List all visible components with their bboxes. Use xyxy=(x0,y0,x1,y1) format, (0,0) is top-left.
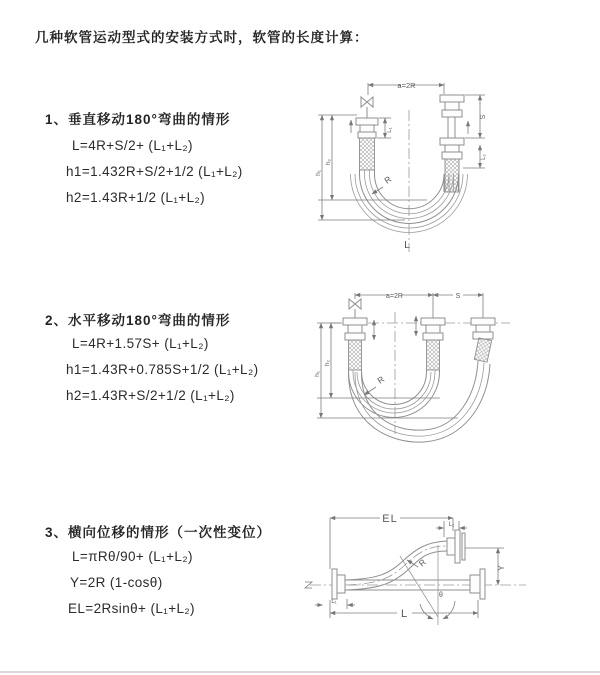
dim-label-a2r: a=2R xyxy=(386,293,403,300)
dimension-a2r-s xyxy=(355,293,483,318)
dim-label-theta: θ xyxy=(439,592,443,599)
dimension-l1 xyxy=(377,118,393,138)
formula-line: L=4R+1.57S+ (L₁+L₂) xyxy=(72,336,209,351)
formula-line: L=πRθ/90+ (L₁+L₂) xyxy=(72,549,193,564)
dim-label-l1: L₁ xyxy=(331,599,337,605)
dim-label-radius: R xyxy=(375,373,387,386)
dim-label-a2r: a=2R xyxy=(397,81,416,90)
dim-label-l: L xyxy=(400,608,408,620)
left-pipe-fitting xyxy=(356,118,378,170)
dim-label-h2: h₂ xyxy=(325,158,332,166)
dim-label-el: EL xyxy=(382,513,398,525)
formula-line: EL=2Rsinθ+ (L₁+L₂) xyxy=(68,601,195,616)
section-2-heading: 2、水平移动180°弯曲的情形 xyxy=(45,313,231,328)
dim-label-l2: L₂ xyxy=(448,522,455,528)
formula-line: h2=1.43R+S/2+1/2 (L₁+L₂) xyxy=(66,388,235,403)
dim-label-y: Y xyxy=(497,565,506,571)
dimension-l1 xyxy=(315,599,355,609)
diagram-horizontal-bend xyxy=(312,282,528,460)
dim-label-h2: h₂ xyxy=(324,359,331,367)
braided-hose xyxy=(349,340,362,370)
displaced-flange xyxy=(447,530,465,563)
dim-label-radius: R xyxy=(416,556,428,569)
radius-callout xyxy=(372,174,393,194)
dim-label-s: S xyxy=(455,293,461,300)
formula-line: h1=1.432R+S/2+1/2 (L₁+L₂) xyxy=(66,164,243,179)
dim-label-h1: h₁ xyxy=(314,371,321,377)
scan-edge-line xyxy=(0,671,600,673)
radius-callout xyxy=(407,557,428,569)
diagram-vertical-bend xyxy=(313,70,525,262)
diagram-lateral-displacement xyxy=(300,497,550,655)
left-flange xyxy=(332,569,345,599)
left-pipe-fitting xyxy=(343,318,367,370)
hose-swept-position xyxy=(348,361,490,442)
right-pipe-fitting xyxy=(471,318,495,362)
formula-line: h2=1.43R+1/2 (L₁+L₂) xyxy=(66,190,206,205)
hose-u-bend xyxy=(349,370,440,418)
dim-label-length: L xyxy=(404,239,410,251)
valve-icon xyxy=(349,299,361,318)
braided-hose xyxy=(360,138,375,170)
formula-line: h1=1.43R+0.785S+1/2 (L₁+L₂) xyxy=(66,362,259,377)
dim-label-h1: h₁ xyxy=(315,170,322,176)
braided-hose xyxy=(427,340,440,370)
dimension-a2r xyxy=(368,81,444,95)
braided-hose xyxy=(474,338,491,362)
dimension-s-l2 xyxy=(463,95,487,168)
section-3-heading: 3、横向位移的情形（一次性变位） xyxy=(45,525,272,540)
dim-label-radius: R xyxy=(382,173,394,186)
formula-line: Y=2R (1-cosθ) xyxy=(70,575,163,590)
dimension-l xyxy=(330,600,478,620)
formula-line: L=4R+S/2+ (L₁+L₂) xyxy=(72,138,193,153)
middle-pipe-fitting xyxy=(421,318,445,370)
valve-icon xyxy=(361,97,373,118)
dim-label-s: S xyxy=(480,114,487,120)
dim-label-l2: L₂ xyxy=(481,154,487,160)
dim-label-l1: L₁ xyxy=(387,127,393,133)
page-title: 几种软管运动型式的安装方式时，软管的长度计算： xyxy=(35,30,369,45)
section-1-heading: 1、垂直移动180°弯曲的情形 xyxy=(45,112,231,127)
dimension-el xyxy=(330,513,453,569)
original-flange xyxy=(470,569,485,599)
hose-displaced-curve xyxy=(345,541,447,590)
radius-callout xyxy=(364,374,386,395)
